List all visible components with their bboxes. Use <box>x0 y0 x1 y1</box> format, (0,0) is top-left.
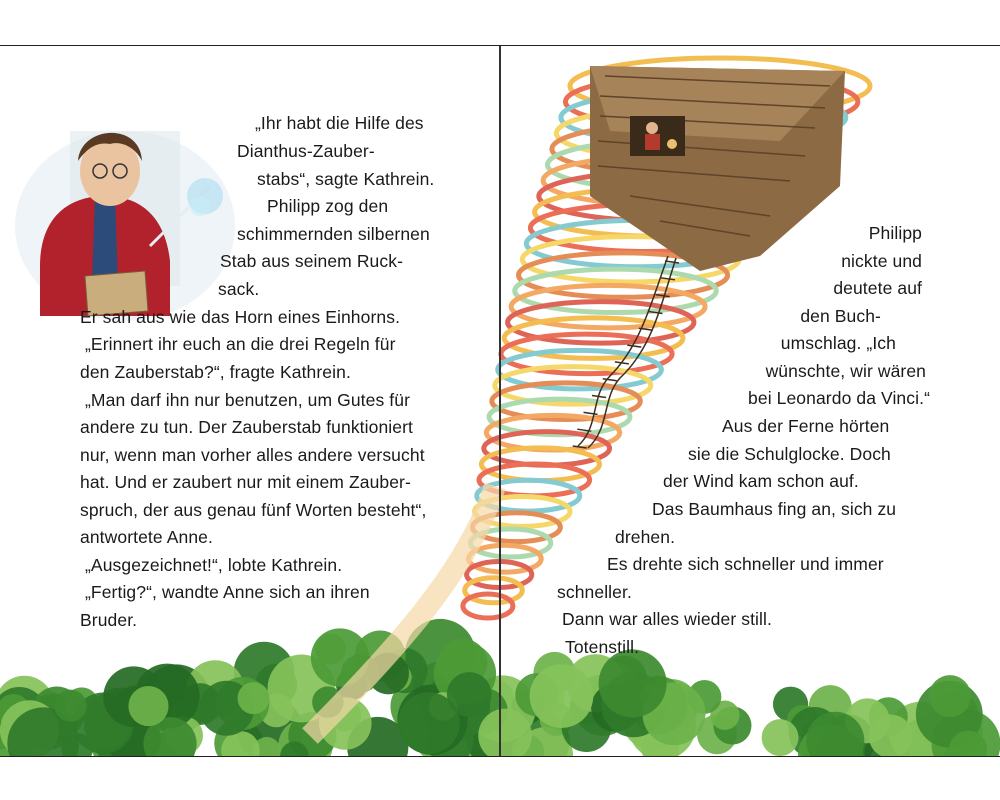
right-page-line: Dann war alles wieder still. <box>562 609 772 629</box>
tree-foliage <box>54 690 86 722</box>
book-gutter <box>499 46 501 756</box>
left-page-line: Philipp zog den <box>267 196 389 216</box>
ladder-rung <box>627 345 641 347</box>
left-page-line: den Zauberstab?“, fragte Kathrein. <box>80 362 351 382</box>
right-page-line: umschlag. „Ich <box>780 333 896 353</box>
left-page-line: andere zu tun. Der Zauberstab funktioniert <box>80 417 413 437</box>
right-page-line: den Buch- <box>800 306 881 326</box>
left-page-line: spruch, der aus genau fünf Worten besteht“, <box>80 500 427 520</box>
right-page-line: der Wind kam schon auf. <box>663 471 859 491</box>
left-page-line: Er sah aus wie das Horn eines Einhorns. <box>80 307 401 327</box>
tornado-ring <box>465 578 523 603</box>
left-page-line: Stab aus seinem Ruck- <box>220 251 404 271</box>
tornado-ring <box>463 594 513 618</box>
left-page-line: sack. <box>218 279 260 299</box>
tree-foliage <box>599 649 667 717</box>
tree-foliage <box>929 675 971 717</box>
left-page-line: Bruder. <box>80 610 138 630</box>
tree-foliage <box>128 686 168 726</box>
right-page-line: drehen. <box>615 527 676 547</box>
right-page-line: Es drehte sich schneller und immer <box>607 554 884 574</box>
left-page-line: „Man darf ihn nur benutzen, um Gutes für <box>85 390 410 410</box>
left-page-line: „Fertig?“, wandte Anne sich an ihren <box>85 582 370 602</box>
left-page-line: nur, wenn man vorher alles andere versucht <box>80 445 425 465</box>
right-page-line: nickte und <box>841 251 922 271</box>
left-page-line: „Ihr habt die Hilfe des <box>255 113 424 133</box>
right-page-line: schneller. <box>557 582 632 602</box>
boy-vignette-illustration <box>15 131 235 321</box>
book-spread <box>0 45 1000 757</box>
right-page-line: deutete auf <box>833 278 922 298</box>
right-page-line: Philipp <box>868 223 922 243</box>
right-page-line: wünschte, wir wären <box>765 361 926 381</box>
left-page-line: hat. Und er zaubert nur mit einem Zauber- <box>80 472 411 492</box>
ladder-rung <box>603 379 617 381</box>
right-page-line: Totenstill. <box>565 637 640 657</box>
right-page-line: Aus der Ferne hörten <box>722 416 890 436</box>
right-page-line: sie die Schulglocke. Doch <box>688 444 891 464</box>
tree-foliage <box>447 672 492 717</box>
right-page-line: Das Baumhaus fing an, sich zu <box>652 499 897 519</box>
left-page-line: „Erinnert ihr euch an die drei Regeln für <box>85 334 396 354</box>
ladder-rung <box>592 396 606 398</box>
ladder-rung <box>584 412 598 414</box>
tree-foliage <box>238 682 270 714</box>
left-page-line: antwortete Anne. <box>80 527 213 547</box>
ladder-rung <box>615 362 629 364</box>
right-page-line: bei Leonardo da Vinci.“ <box>748 388 930 408</box>
tree-foliage <box>530 664 594 728</box>
left-page-line: „Ausgezeichnet!“, lobte Kathrein. <box>85 555 343 575</box>
left-page-line: schimmernden silbernen <box>237 224 430 244</box>
ladder-rung <box>665 261 679 263</box>
left-page-line: Dianthus-Zauber- <box>237 141 375 161</box>
left-page-line: stabs“, sagte Kathrein. <box>257 169 435 189</box>
tree-foliage <box>762 719 799 756</box>
